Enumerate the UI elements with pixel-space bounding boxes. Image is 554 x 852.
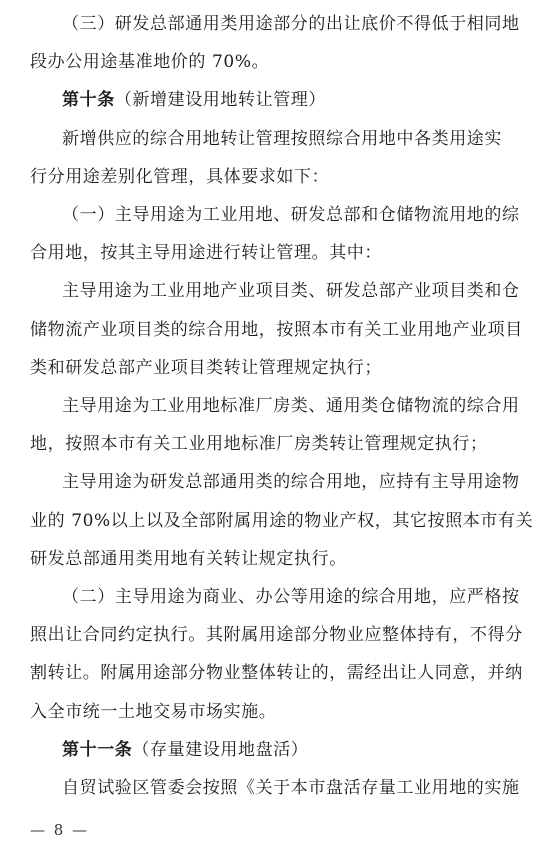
page-number: — 8 —	[30, 821, 90, 839]
text-line: 割转让。附属用途部分物业整体转让的，需经出让人同意，并纳	[30, 663, 523, 684]
text-line: 自贸试验区管委会按照《关于本市盘活存量工业用地的实施	[62, 778, 520, 798]
article-number: 第十一条	[62, 739, 133, 760]
text-line: （三）研发总部通用类用途部分的出让底价不得低于相同地	[62, 14, 520, 34]
text-line: 主导用途为工业用地产业项目类、研发总部产业项目类和仓	[62, 281, 520, 302]
article-title: （新增建设用地转让管理）	[114, 90, 327, 111]
text-line: 段办公用途基准地价的 70%。	[30, 52, 270, 73]
text-line: 储物流产业项目类的综合用地，按照本市有关工业用地产业项目	[30, 319, 523, 340]
text-line: 业的 70%以上以及全部附属用途的物业产权，其它按照本市有关	[30, 510, 534, 531]
text-line: 新增供应的综合用地转让管理按照综合用地中各类用途实	[62, 128, 502, 149]
text-line: 类和研发总部产业项目类转让管理规定执行；	[30, 357, 382, 378]
text-line: （二）主导用途为商业、办公等用途的综合用地，应严格按	[62, 587, 520, 607]
text-line: 照出让合同约定执行。其附属用途部分物业应整体持有，不得分	[30, 625, 523, 646]
article-number: 第十条	[62, 90, 115, 111]
article-heading	[62, 738, 532, 762]
text-line: （一）主导用途为工业用地、研发总部和仓储物流用地的综	[62, 205, 520, 225]
article-title: （存量建设用地盘活）	[132, 739, 309, 760]
text-line: 合用地，按其主导用途进行转让管理。其中：	[30, 243, 382, 264]
text-line: 主导用途为研发总部通用类的综合用地，应持有主导用途物	[62, 472, 520, 493]
text-line: 研发总部通用类用地有关转让规定执行。	[30, 548, 347, 569]
text-line: 入全市统一土地交易市场实施。	[30, 701, 277, 722]
text-line: 主导用途为工业用地标准厂房类、通用类仓储物流的综合用	[62, 396, 520, 416]
text-line: 地，按照本市有关工业用地标准厂房类转让管理规定执行；	[30, 434, 488, 455]
text-line: 行分用途差别化管理，具体要求如下：	[30, 166, 330, 187]
article-heading	[62, 88, 532, 112]
